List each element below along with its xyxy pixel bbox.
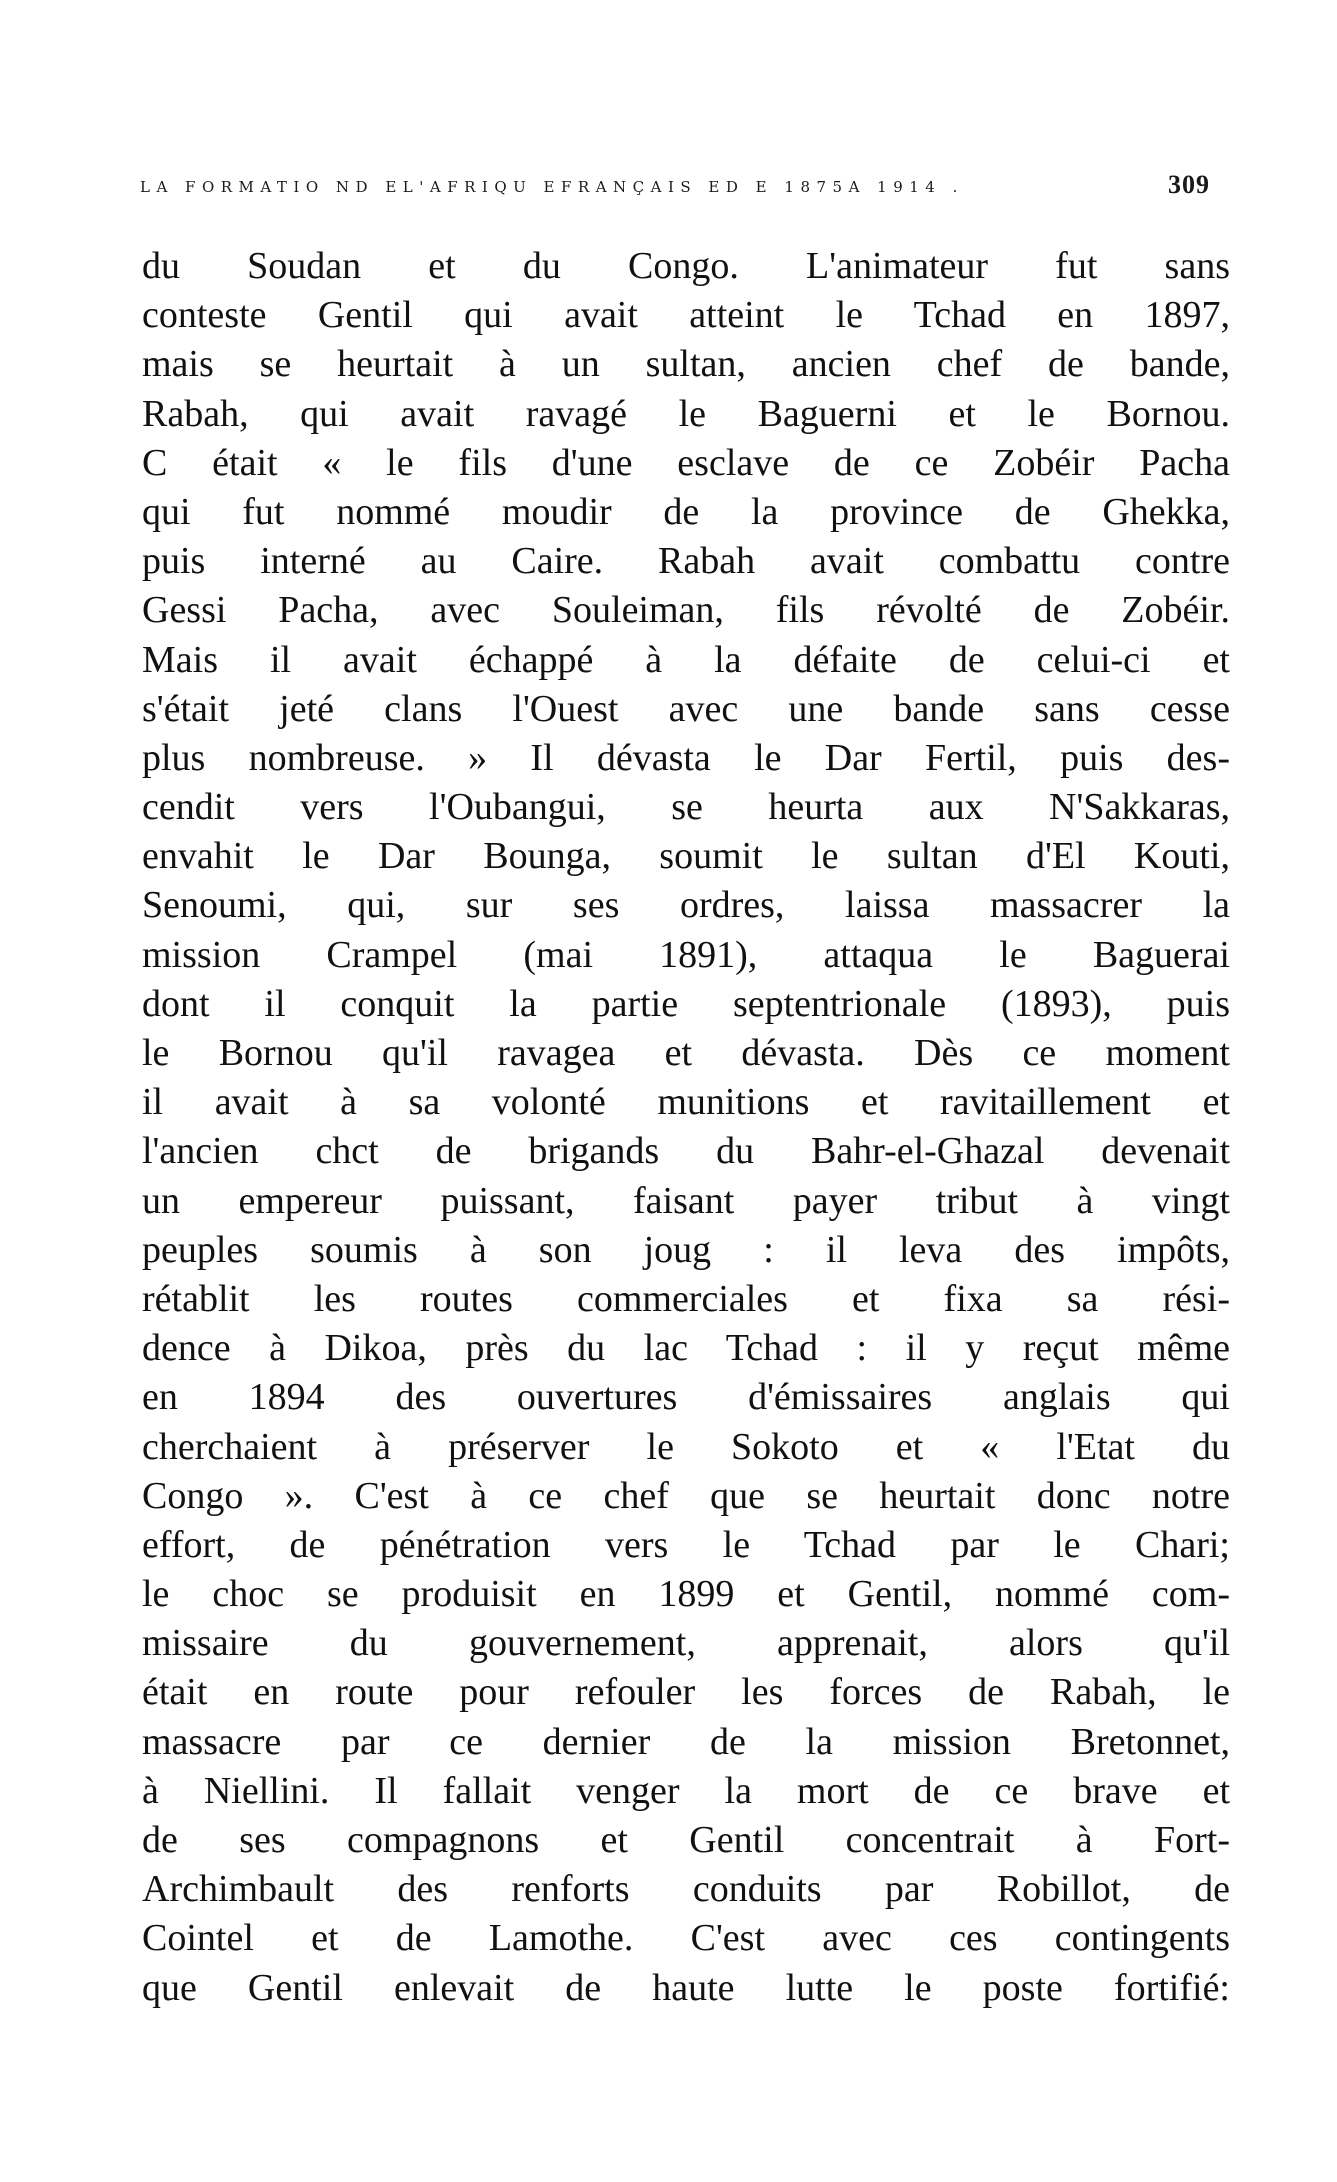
text-line: s'était jeté clans l'Ouest avec une bande sans cesse (142, 687, 1230, 730)
text-line: de ses compagnons et Gentil concentrait à Fort- (142, 1819, 1230, 1861)
page-number: 309 (1168, 170, 1210, 199)
text-line: mais se heurtait à un sultan, ancien chef de bande, (142, 343, 1230, 386)
text-line: Congo ». C'est à ce chef que se heurtait donc notre (142, 1474, 1230, 1517)
text-line: l'ancien chct de brigands du Bahr-el-Ghazal devenait (142, 1130, 1230, 1173)
text-line: conteste Gentil qui avait atteint le Tchad en 1897, (142, 294, 1230, 337)
text-line: Senoumi, qui, sur ses ordres, laissa massacrer la (142, 884, 1230, 927)
text-line: Gessi Pacha, avec Souleiman, fils révolté de Zobéir. (142, 589, 1230, 632)
text-line: que Gentil enlevait de haute lutte le poste fortifié: (142, 1966, 1230, 2009)
running-header (140, 170, 1210, 210)
text-line: Archimbault des renforts conduits par Robillot, de (142, 1868, 1230, 1911)
text-line: massacre par ce dernier de la mission Bretonnet, (142, 1720, 1230, 1763)
text-line: le Bornou qu'il ravagea et dévasta. Dès ce moment (142, 1032, 1230, 1074)
text-line: plus nombreuse. » Il dévasta le Dar Fertil, puis des- (142, 736, 1230, 779)
text-line: du Soudan et du Congo. L'animateur fut sans (142, 245, 1230, 287)
text-line: en 1894 des ouvertures d'émissaires anglais qui (142, 1376, 1230, 1419)
text-line: Rabah, qui avait ravagé le Baguerni et le Bornou. (142, 392, 1230, 435)
text-line: mission Crampel (mai 1891), attaqua le Baguerai (142, 933, 1230, 976)
text-line: un empereur puissant, faisant payer tribut à vingt (142, 1179, 1230, 1222)
text-line: Cointel et de Lamothe. C'est avec ces contingents (142, 1917, 1230, 1960)
text-line: cendit vers l'Oubangui, se heurta aux N'Sakkaras, (142, 786, 1230, 829)
text-line: cherchaient à préserver le Sokoto et « l'Etat du (142, 1425, 1230, 1468)
text-line: Mais il avait échappé à la défaite de celui-ci et (142, 638, 1230, 681)
text-line: il avait à sa volonté munitions et ravitaillement et (142, 1081, 1230, 1124)
text-line: dont il conquit la partie septentrionale (1893), puis (142, 982, 1230, 1025)
running-title: LA FORMATIO ND EL'AFRIQU EFRANÇAIS ED E 1875A 1914 . (140, 178, 964, 196)
body-text (142, 242, 1230, 2013)
text-line: était en route pour refouler les forces de Rabah, le (142, 1671, 1230, 1714)
text-line: effort, de pénétration vers le Tchad par le Chari; (142, 1523, 1230, 1566)
text-line: missaire du gouvernement, apprenait, alors qu'il (142, 1622, 1230, 1665)
text-line: à Niellini. Il fallait venger la mort de ce brave et (142, 1769, 1230, 1812)
text-line: C était « le fils d'une esclave de ce Zobéir Pacha (142, 441, 1230, 484)
text-line: envahit le Dar Bounga, soumit le sultan d'El Kouti, (142, 835, 1230, 878)
text-line: rétablit les routes commerciales et fixa sa rési- (142, 1277, 1230, 1320)
text-line: peuples soumis à son joug : il leva des impôts, (142, 1228, 1230, 1271)
text-line: qui fut nommé moudir de la province de Ghekka, (142, 490, 1230, 533)
text-line: le choc se produisit en 1899 et Gentil, nommé com- (142, 1573, 1230, 1616)
text-line: puis interné au Caire. Rabah avait combattu contre (142, 540, 1230, 583)
text-line: dence à Dikoa, près du lac Tchad : il y reçut même (142, 1327, 1230, 1370)
